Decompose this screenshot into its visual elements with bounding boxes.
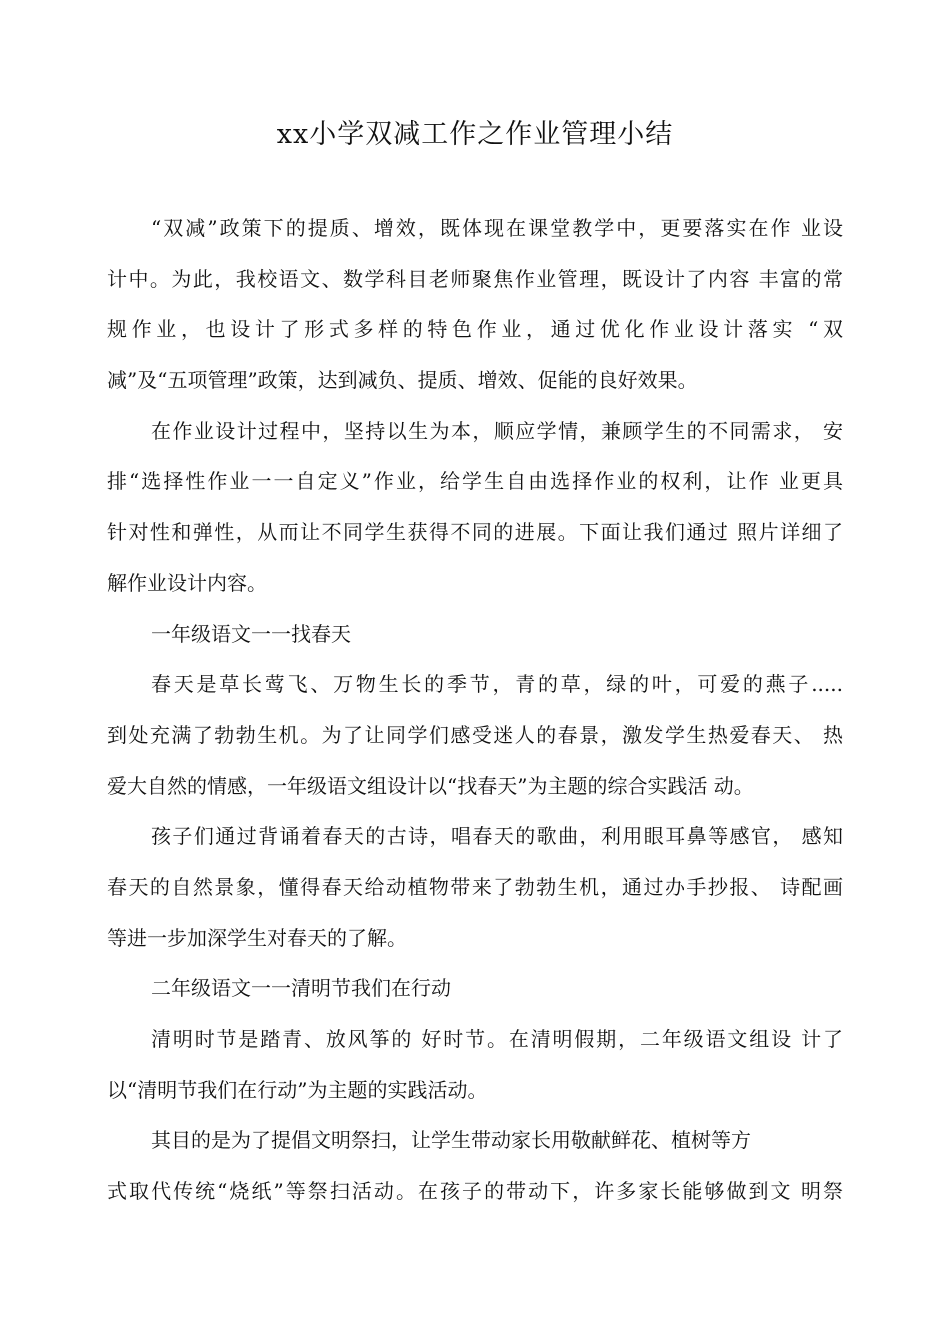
document-body	[107, 210, 843, 1224]
text-line: 春天是草长莺飞、万物生长的季节，青的草，绿的叶，可爱的燕子.....	[151, 672, 843, 697]
text-line: 春天的自然景象，懂得春天给动植物带来了勃勃生机，通过办手抄报、 诗配画	[107, 874, 843, 899]
text-line: 解作业设计内容。	[107, 570, 267, 595]
text-line: “双减”政策下的提质、增效，既体现在课堂教学中，更要落实在作 业设	[151, 216, 843, 240]
text-line: 减”及“五项管理”政策，达到减负、提质、增效、促能的良好效果。	[107, 368, 698, 393]
text-line: 针对性和弹性，从而让不同学生获得不同的进展。下面让我们通过 照片详细了	[107, 520, 843, 545]
text-line: 二年级语文一一清明节我们在行动	[151, 976, 451, 1001]
text-line: 排“选择性作业一一自定义”作业，给学生自由选择作业的权利，让作 业更具	[107, 469, 843, 494]
text-line: 其目的是为了提倡文明祭扫，让学生带动家长用敬献鲜花、植树等方	[151, 1128, 751, 1153]
text-line: 孩子们通过背诵着春天的古诗，唱春天的歌曲，利用眼耳鼻等感官， 感知	[151, 824, 843, 849]
text-line: 到处充满了勃勃生机。为了让同学们感受迷人的春景，激发学生热爱春天、 热	[107, 722, 843, 747]
text-line: 清明时节是踏青、放风筝的 好时节。在清明假期，二年级语文组设 计了	[151, 1027, 843, 1051]
text-line: 式取代传统“烧纸”等祭扫活动。在孩子的带动下，许多家长能够做到文 明祭	[107, 1179, 843, 1204]
text-line: 以“清明节我们在行动”为主题的实践活动。	[107, 1077, 488, 1102]
text-line: 一年级语文一一找春天	[151, 621, 351, 646]
text-line: 规作业，也设计了形式多样的特色作业，通过优化作业设计落实 “双	[107, 317, 843, 342]
text-line: 爱大自然的情感，一年级语文组设计以“找春天”为主题的综合实践活 动。	[107, 773, 754, 798]
text-line: 计中。为此，我校语文、数学科目老师聚焦作业管理，既设计了内容 丰富的常	[107, 266, 843, 291]
text-line: 在作业设计过程中，坚持以生为本，顺应学情，兼顾学生的不同需求， 安	[151, 418, 843, 443]
document-title: xx小学双减工作之作业管理小结	[276, 119, 674, 150]
text-line: 等进一步加深学生对春天的了解。	[107, 925, 407, 950]
